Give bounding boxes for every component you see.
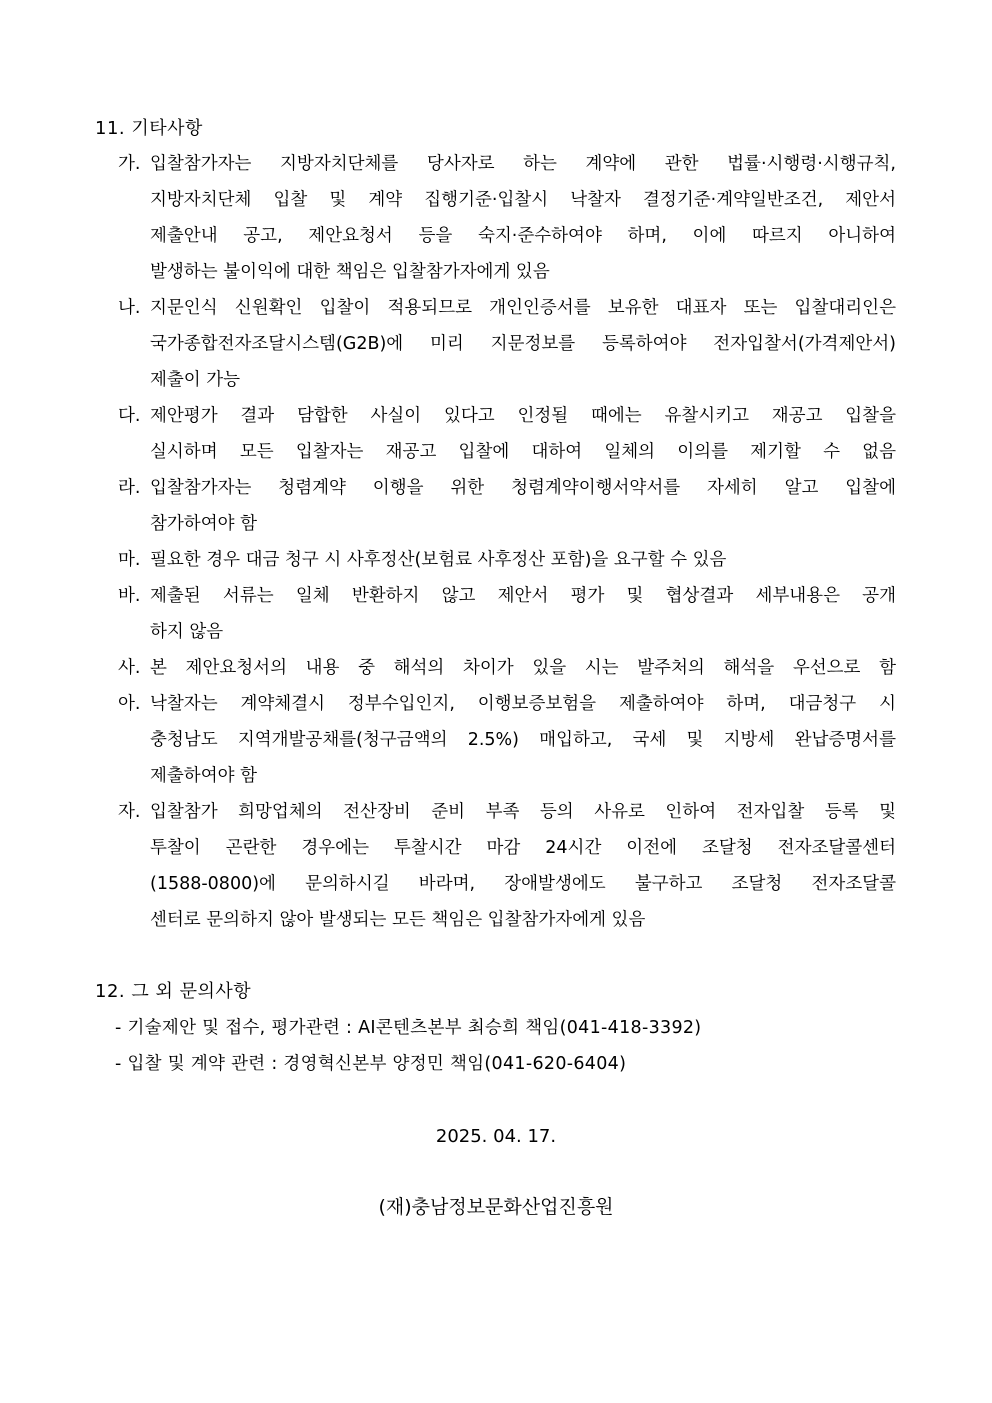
item-text: 투찰이 곤란한 경우에는 투찰시간 마감 24시간 이전에 조달청 전자조달콜센터 (150, 838, 896, 858)
contact-contract: - 입찰 및 계약 관련 : 경영혁신본부 양정민 책임(041-620-6404) (115, 1054, 627, 1074)
item-marker: 바. (118, 586, 141, 606)
item-marker: 아. (118, 694, 141, 714)
item-marker: 다. (118, 406, 141, 426)
item-text: 센터로 문의하지 않아 발생되는 모든 책임은 입찰참가자에게 있음 (150, 910, 646, 930)
section-12-title: 12. 그 외 문의사항 (95, 981, 252, 1002)
item-marker: 자. (118, 802, 141, 822)
item-marker: 가. (118, 154, 141, 174)
item-text: 발생하는 불이익에 대한 책임은 입찰참가자에게 있음 (150, 262, 550, 282)
list-item-ma (118, 542, 896, 578)
document-date: 2025. 04. 17. (435, 1126, 557, 1147)
item-text: 제안평가 결과 담합한 사실이 있다고 인정될 때에는 유찰시키고 재공고 입찰을 (150, 406, 896, 426)
list-item-ja (118, 794, 896, 938)
item-text: 입찰참가자는 청렴계약 이행을 위한 청렴계약이행서약서를 자세히 알고 입찰에 (150, 478, 896, 498)
organization-name: (재)충남정보문화산업진흥원 (378, 1196, 614, 1218)
item-marker: 나. (118, 298, 141, 318)
item-text: 입찰참가 희망업체의 전산장비 준비 부족 등의 사유로 인하여 전자입찰 등록 및 (150, 802, 896, 822)
contact-technical: - 기술제안 및 접수, 평가관련 : AI콘텐츠본부 최승희 책임(041-418-3392) (115, 1018, 702, 1038)
list-item-a (118, 686, 896, 794)
item-text: 필요한 경우 대금 청구 시 사후정산(보험료 사후정산 포함)을 요구할 수 있음 (150, 550, 727, 570)
item-text: 낙찰자는 계약체결시 정부수입인지, 이행보증보험을 제출하여야 하며, 대금청구 시 (150, 694, 896, 714)
item-text: 충청남도 지역개발공채를(청구금액의 2.5%) 매입하고, 국세 및 지방세 완납증명서를 (150, 730, 896, 750)
item-text: 실시하며 모든 입찰자는 재공고 입찰에 대하여 일체의 이의를 제기할 수 없음 (150, 442, 896, 462)
item-text: 제출안내 공고, 제안요청서 등을 숙지·준수하여야 하며, 이에 따르지 아니하여 (150, 226, 896, 246)
item-text: 하지 않음 (150, 622, 224, 642)
item-text: 지문인식 신원확인 입찰이 적용되므로 개인인증서를 보유한 대표자 또는 입찰대리인은 (150, 298, 896, 318)
list-item-ba (118, 578, 896, 650)
item-text: 본 제안요청서의 내용 중 해석의 차이가 있을 시는 발주처의 해석을 우선으로 함 (150, 658, 896, 678)
item-text: 참가하여야 함 (150, 514, 257, 534)
item-text: (1588-0800)에 문의하시길 바라며, 장애발생에도 불구하고 조달청 전자조달콜 (150, 874, 896, 894)
list-item-ra (118, 470, 896, 542)
list-item-na (118, 290, 896, 398)
item-text: 지방자치단체 입찰 및 계약 집행기준·입찰시 낙찰자 결정기준·계약일반조건, 제안서 (150, 190, 896, 210)
item-text: 제출된 서류는 일체 반환하지 않고 제안서 평가 및 협상결과 세부내용은 공개 (150, 586, 896, 606)
list-item-da (118, 398, 896, 470)
item-text: 입찰참가자는 지방자치단체를 당사자로 하는 계약에 관한 법률·시행령·시행규칙, (150, 154, 896, 174)
section-11-title: 11. 기타사항 (95, 118, 203, 139)
item-text: 제출하여야 함 (150, 766, 257, 786)
item-marker: 라. (118, 478, 141, 498)
item-text: 제출이 가능 (150, 370, 241, 390)
item-marker: 사. (118, 658, 141, 678)
item-marker: 마. (118, 550, 141, 570)
item-text: 국가종합전자조달시스템(G2B)에 미리 지문정보를 등록하여야 전자입찰서(가격제안서) (150, 334, 896, 354)
list-item-ga (118, 146, 896, 290)
list-item-sa (118, 650, 896, 686)
